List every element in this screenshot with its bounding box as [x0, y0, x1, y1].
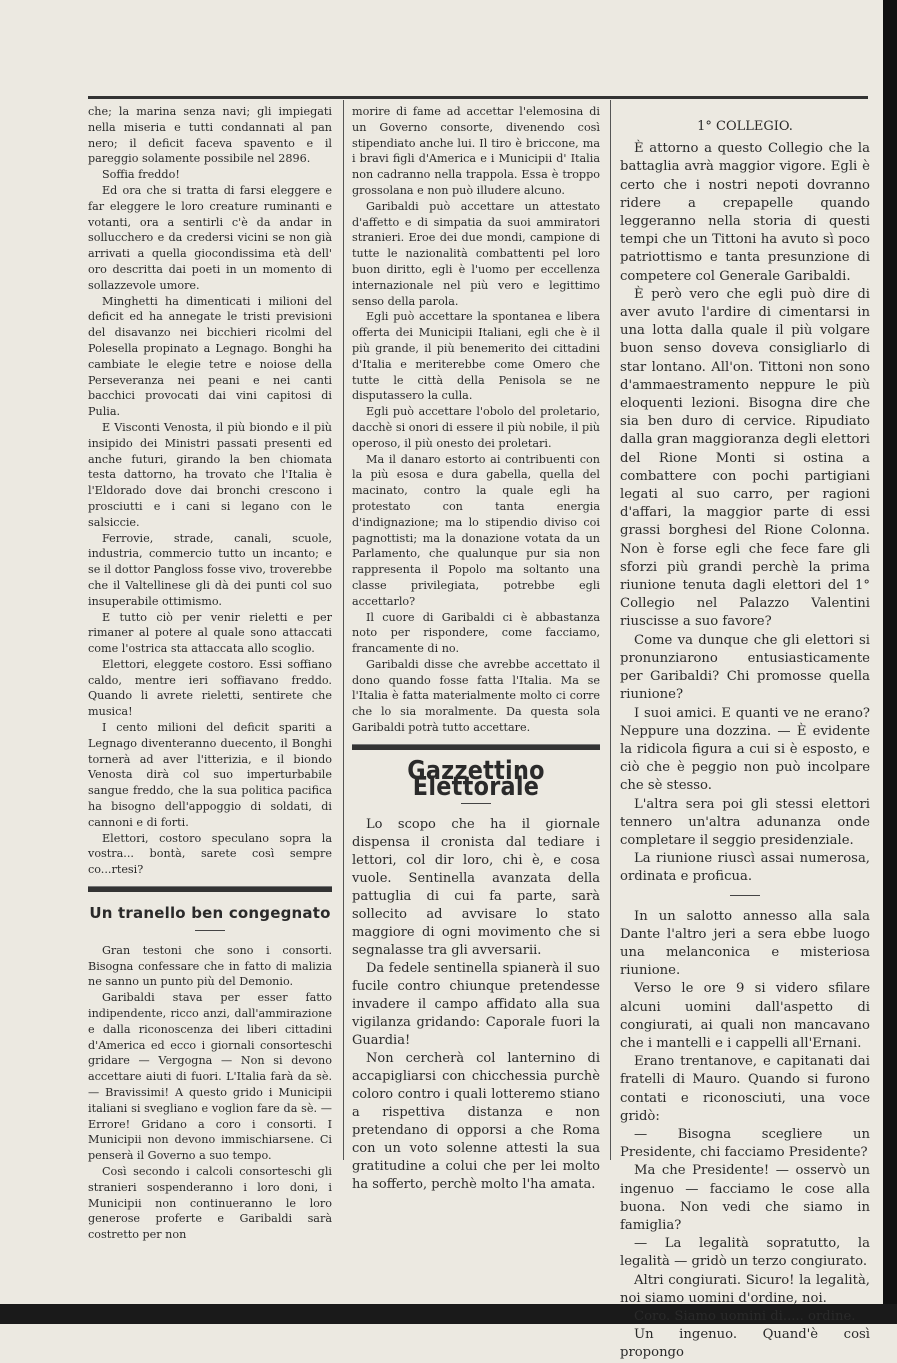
paragraph: Garibaldi può accettare un attestato d'affetto e di simpatia da suoi ammiratori stranieri. Eroe dei due mondi, campione di tutte le nazionalità combattenti pel loro buon diritto, egli è l'uomo per eccellenza internazionale nel più vero e legittimo senso della parola. [352, 199, 600, 308]
paragraph: E Visconti Venosta, il più biondo e il più insipido dei Ministri passati presenti ed anche futuri, girando la ben chiomata testa dattorno, ha trovato che l'Italia è l'Eldorado dove dai bronchi crescono i prosciutti e i cani si legano con le salsiccie. [88, 420, 332, 529]
page-edge-right [883, 0, 897, 1324]
section-masthead: Gazzettino Elettorale [407, 755, 545, 802]
paragraph: Coro. Siamo uomini di..... ordine. [634, 1309, 856, 1324]
paragraph: Ferrovie, strade, canali, scuole, industria, commercio tutto un incanto; e se il dottor Pangloss fosse vivo, troverebbe che il Valtellinese gli dà dei punti col suo insuperabile ottimismo. [88, 531, 332, 608]
paragraph: Ma il danaro estorto ai contribuenti con la più esosa e dura gabella, quella del macinato, contro la quale egli ha protestato con tanta energia d'indignazione; ma lo stipendio diviso coi pagnottisti; ma la donazione votata da un Parlamento, che qualunque pur sia non rappresenta il Popolo ma soltanto una classe privilegiata, potrebbe egli accettarlo? [352, 452, 600, 608]
paragraph: Elettori, costoro speculano sopra la vostra... bontà, sarete così sempre co...rtesi? [88, 831, 332, 877]
paragraph: Verso le ore 9 si videro sfilare alcuni uomini dall'aspetto di congiurati, ai quali non mancavano che i mantelli e i cappelli all'Ernani. [620, 981, 870, 1051]
paragraph: Egli può accettare la spontanea e libera offerta dei Municipii Italiani, egli che è il più grande, il più benemerito dei cittadini d'Italia e meriterebbe come Omero che tutte le città della Penisola se ne disputassero la culla. [352, 310, 600, 403]
section-separator [352, 744, 600, 750]
paragraph: In un salotto annesso alla sala Dante l'altro jeri a sera ebbe luogo una melanconica e misteriosa riunione. [620, 908, 870, 979]
paragraph: Come va dunque che gli elettori si pronunziarono entusiasticamente per Garibaldi? Chi promosse quella riunione? [620, 632, 870, 703]
paragraph: Elettori, eleggete costoro. Essi soffiano caldo, mentre ieri soffiavano freddo. Quando li avrete rieletti, sentirete che musica! [88, 657, 332, 719]
paragraph: Un ingenuo. Quand'è così propongo [620, 1327, 870, 1361]
paragraph: che; la marina senza navi; gli impiegati nella miseria e tutti condannati al pan nero; il deficit faceva spavento e il pareggio solamente possibile nel 2896. [88, 105, 332, 166]
paragraph: L'altra sera poi gli stessi elettori tennero un'altra adunanza onde completare il seggio presidenziale. [620, 796, 870, 848]
paragraph: Altri congiurati. Sicuro! la legalità, noi siamo uomini d'ordine, noi. [620, 1272, 870, 1306]
paragraph: I cento milioni del deficit spariti a Legnago diventeranno duecento, il Bonghi tornerà ad aver l'itterizia, e il biondo Venosta dirà col suo imperturbabile sangue freddo, che la sua politica pacifica ha bisogno dell'appoggio di soldati, di cannoni e di forti. [88, 721, 332, 829]
dash-divider [195, 930, 225, 931]
paragraph: Garibaldi disse che avrebbe accettato il dono quando fosse fatta l'Italia. Ma se l'Italia è fatta materialmente molto ci corre che lo sia moralmente. Da questa sola Garibaldi potrà tutto accettare. [352, 657, 600, 735]
paragraph: Il cuore di Garibaldi ci è abbastanza noto per rispondere, come facciamo, francamente di no. [352, 610, 600, 656]
paragraph: Non cercherà col lanternino di accapigliarsi con chicchessia purchè coloro contro i quali lotteremo stiano a rispettiva distanza e non pretendano di opporsi a che Roma con un voto solenne attesti la sua gratitudine a colui che per lei molto ha sofferto, perchè molto l'ha amata. [352, 1051, 600, 1193]
column-1 [88, 104, 332, 1243]
article-body [352, 816, 600, 1194]
paragraph: Garibaldi stava per esser fatto indipendente, ricco anzi, dall'ammirazione e dalla riconoscenza dei liberi cittadini d'America ed ecco i giornali consorteschi gridare — Vergogna — Non si devono accettare aiuti di fuori. L'Italia farà da sè. — Bravissimi! A questo grido i Municipii italiani si svegliano e voglion fare da sè. — Errore! Gridano a coro i consorti. I Municipii non devono immischiarsene. Ci penserà il Governo a suo tempo. [88, 991, 332, 1163]
paragraph: — Bisogna scegliere un Presidente, chi facciamo Presidente? [620, 1126, 870, 1161]
paragraph: E tutto ciò per venir rieletti e per rimaner al potere al quale sono attaccati come l'ostrica sta attaccata allo scoglio. [88, 610, 332, 656]
paragraph: morire di fame ad accettar l'elemosina di un Governo consorte, divenendo così stipendiato anche lui. Il tiro è briccone, ma i bravi figli d'America e i Municipii d' Italia non cadranno nella trappola. Essa è troppo grossolana e non può illudere alcuno. [352, 105, 600, 197]
paragraph: La riunione riuscì assai numerosa, ordinata e proficua. [620, 851, 870, 885]
paragraph: Egli può accettare l'obolo del proletario, dacchè si onori di essere il più nobile, il più operoso, il più onesto dei proletari. [352, 405, 600, 450]
paragraph: Così secondo i calcoli consorteschi gli stranieri sospenderanno i loro doni, i Municipii non continueranno le loro generose proferte e Garibaldi sarà costretto per non [88, 1165, 332, 1242]
paragraph: Gran testoni che sono i consorti. Bisogna confessare che in fatto di malizia ne sanno un punto più del Demonio. [88, 943, 332, 989]
paragraph: Soffia freddo! [102, 168, 180, 182]
paragraph: Minghetti ha dimenticati i milioni del deficit ed ha annegate le tristi previsioni del disavanzo nei bicchieri ricolmi del Polesella propinato a Legnago. Bonghi ha cambiate le elegie tetre e noiose della Perseveranza nei peani e nei canti bacchici provocati dai vini capitosi di Pulia. [88, 294, 332, 419]
dash-divider [461, 803, 491, 804]
paragraph: È però vero che egli può dire di aver avuto l'ardire di cimentarsi in una lotta dalla quale il più volgare buon senso doveva consigliarlo di star lontano. All'on. Tittoni non sono d'ammaestramento neppure le più eloquenti lezioni. Bisogna dire che sia ben duro di cervice. Ripudiato dalla gran maggioranza degli elettori del Rione Monti si ostina a combattere con pochi partigiani legati al suo carro, per ragioni d'affari, la maggior parte di essi grassi borghesi del Rione Colonna. Non è forse egli che fece fare gli sforzi più grandi perchè la prima riunione tenuta dagli elettori del 1° Collegio nel Palazzo Valentini riuscisse a suo favore? [620, 286, 870, 630]
article-heading: Un tranello ben congegnato [89, 904, 331, 923]
section-separator [88, 886, 332, 892]
column-divider [343, 100, 344, 1160]
article-heading: 1° COLLEGIO. [697, 119, 793, 134]
paragraph: Da fedele sentinella spianerà il suo fucile contro chiunque pretendesse invadere il campo affidato alla sua vigilanza gridando: Caporale fuori la Guardia! [352, 961, 600, 1049]
header-rule [88, 96, 868, 99]
column-3 [620, 104, 870, 1363]
paragraph: — La legalità sopratutto, la legalità — gridò un terzo congiurato. [620, 1236, 870, 1270]
column-divider [610, 100, 611, 1160]
column-2 [352, 104, 600, 1194]
dash-divider [730, 895, 760, 896]
paragraph: Erano trentanove, e capitanati dai fratelli di Mauro. Quando si furono contati e riconosciuti, una voce gridò: [620, 1054, 870, 1124]
paragraph: I suoi amici. E quanti ve ne erano? Neppure una dozzina. — È evidente la ridicola figura a cui si è esposto, e ciò che è peggio non può incolpare che sè stesso. [620, 705, 870, 794]
paragraph: Ma che Presidente! — osservò un ingenuo — facciamo le cose alla buona. Non vedi che siamo in famiglia? [620, 1163, 870, 1233]
paragraph: Lo scopo che ha il giornale dispensa il cronista dal tediare i lettori, col dir loro, chi è, e cosa vuole. Sentinella avanzata della pattuglia di cui fa parte, sarà sollecito ad avvisare lo stato maggiore di ogni movimento che si segnalasse tra gli avversarii. [352, 817, 600, 959]
paragraph: È attorno a questo Collegio che la battaglia avrà maggior vigore. Egli è certo che i nostri nepoti dovranno ridere a crepapelle quando leggeranno nella storia di questi tempi che un Tittoni ha avuto sì poco patriottismo e tanta presunzione di competere col Generale Garibaldi. [620, 141, 870, 284]
paragraph: Ed ora che si tratta di farsi eleggere e far eleggere le loro creature ruminanti e votanti, ora a sentirli c'è da andar in sollucchero e da credersi vicini se non già arrivati a quella giocondissima età dell' oro descritta dai poeti in un momento di sollazzevole umore. [88, 183, 332, 292]
